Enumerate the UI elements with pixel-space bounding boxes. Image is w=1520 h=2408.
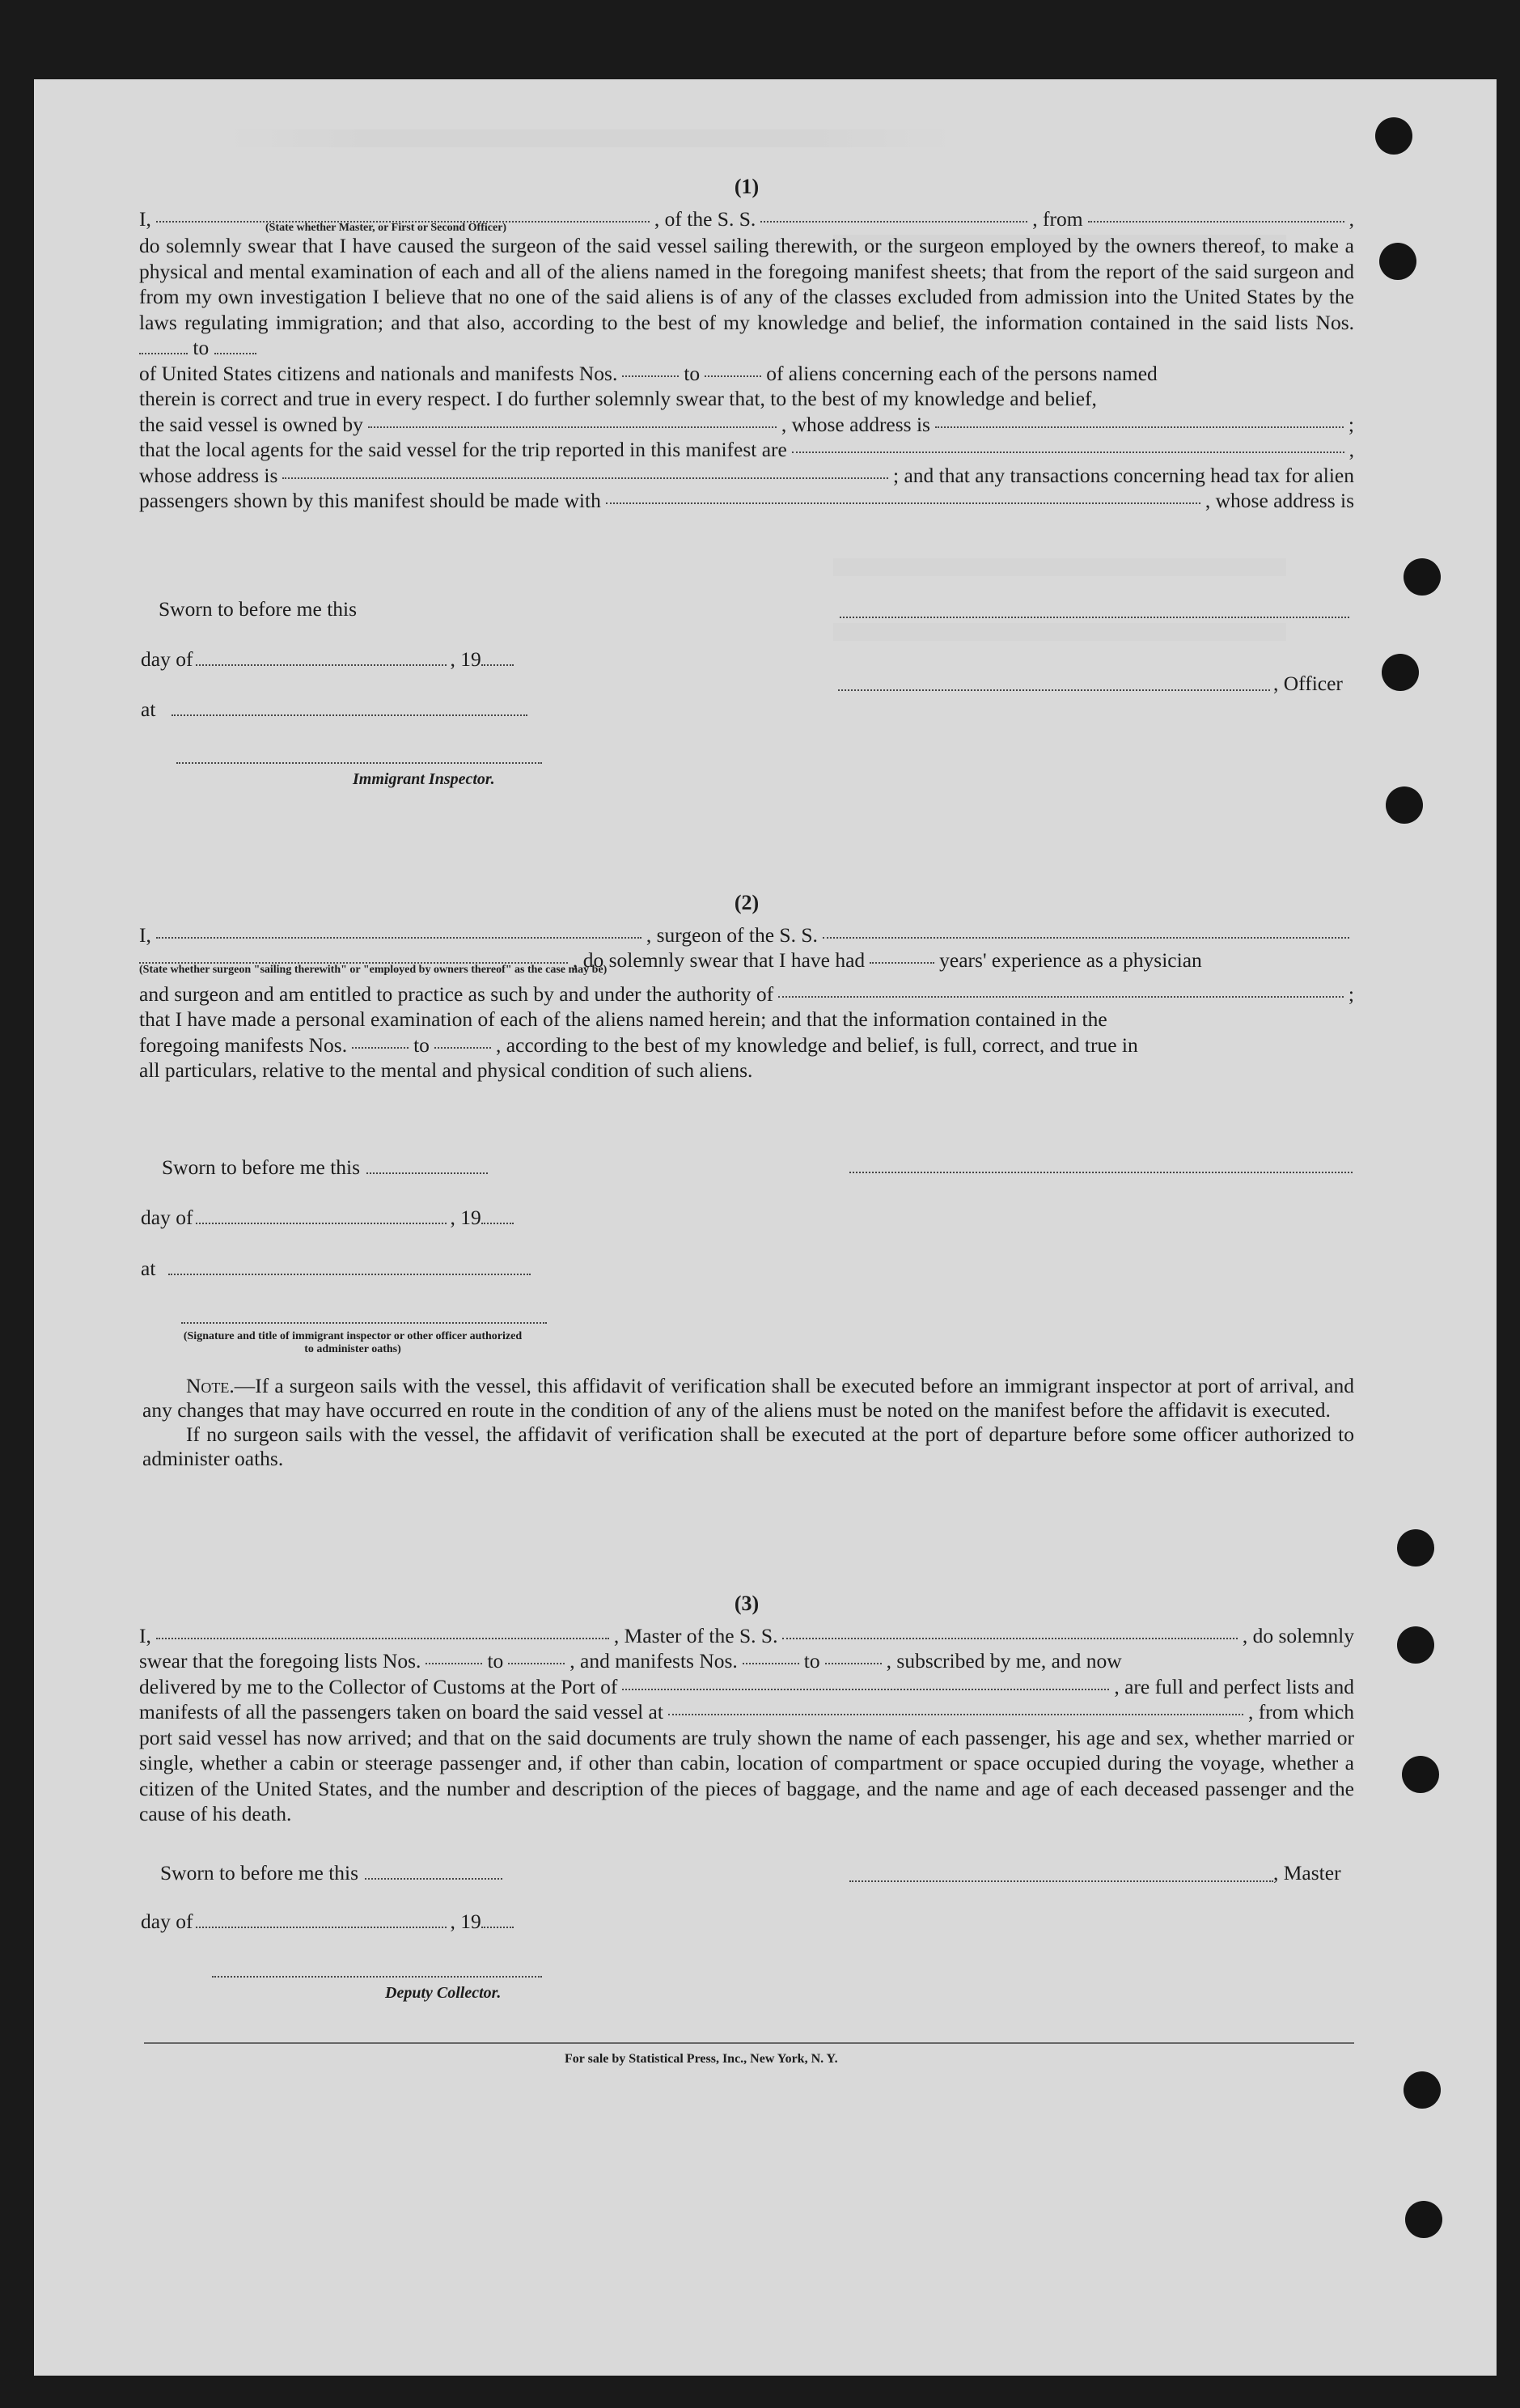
- line: [139, 463, 1354, 489]
- vessel-name-field[interactable]: [823, 936, 1349, 939]
- text: , whose address is: [1205, 489, 1354, 512]
- vessel-name-field[interactable]: [760, 220, 1027, 223]
- note-paragraph-1: [142, 1374, 1354, 1422]
- day-field[interactable]: [196, 1927, 447, 1928]
- years-field[interactable]: [870, 961, 934, 964]
- line: [139, 1032, 1354, 1058]
- line: [139, 1058, 1354, 1083]
- day-field[interactable]: [196, 1223, 447, 1224]
- sworn-row: Sworn to before me this: [162, 1155, 488, 1180]
- text: delivered by me to the Collector of Customs at the Port of: [139, 1674, 618, 1698]
- surgeon-signature-line[interactable]: [849, 1172, 1353, 1173]
- text: , from: [1032, 206, 1083, 231]
- head-tax-field[interactable]: [606, 502, 1200, 504]
- day-row: day of , 19: [141, 1910, 514, 1934]
- master-name-field[interactable]: [156, 1637, 609, 1639]
- text: do solemnly swear that I have caused the surgeon of the said vessel sailing therewith, or the surgeon employed by the owners thereof, to make a physical and mental examination of each and all of the aliens named in the foregoing manifest sheets; that from the report of the said surgeon and from my own investigation I believe that no one of the said aliens is of any of the classes excluded from admission into the United States by the laws regulating immigration; and that also, according to the best of my knowledge and belief, the information contained in the said lists Nos.: [139, 234, 1354, 334]
- manifest-from-field[interactable]: [352, 1046, 409, 1049]
- owner-field[interactable]: [368, 426, 777, 428]
- text: , whose address is: [781, 412, 930, 436]
- officer-label: , Officer: [1273, 672, 1343, 695]
- section-number: (1): [734, 175, 760, 198]
- punch-hole: [1386, 786, 1423, 824]
- text: that I have made a personal examination of each of the aliens named herein; and that the information contained in the: [139, 1007, 1107, 1031]
- surgeon-name-field[interactable]: [156, 936, 641, 939]
- master-label: , Master: [1273, 1861, 1341, 1884]
- text: I,: [139, 206, 151, 231]
- port-field[interactable]: [622, 1688, 1109, 1690]
- surgeon-status-field[interactable]: [139, 961, 568, 964]
- field-note: (State whether surgeon "sailing therewith" or "employed by owners thereof" as the case may be): [139, 963, 608, 976]
- inspector-label: Immigrant Inspector.: [353, 770, 495, 788]
- at-field[interactable]: [171, 714, 527, 716]
- text: , and manifests Nos.: [569, 1649, 738, 1672]
- text: of aliens concerning each of the persons named: [766, 361, 1158, 385]
- sworn-field[interactable]: [366, 1172, 488, 1174]
- inspector-signature-line[interactable]: [176, 762, 542, 764]
- oath-paragraph: [139, 233, 1354, 361]
- text: , of the S. S.: [654, 206, 756, 231]
- punch-hole: [1375, 117, 1412, 155]
- section-number: (2): [734, 891, 760, 914]
- line: [139, 437, 1354, 463]
- line: [139, 488, 1354, 514]
- manifest-from-field[interactable]: [622, 375, 679, 377]
- inspector-signature-line[interactable]: [181, 1322, 547, 1324]
- note-block: [142, 1374, 1354, 1471]
- text: to: [193, 336, 210, 359]
- section-1: [139, 174, 1354, 514]
- at-row: at: [141, 697, 527, 722]
- punch-hole: [1382, 654, 1419, 691]
- text: I,: [139, 922, 151, 947]
- master-signature-line[interactable]: [849, 1880, 1273, 1882]
- embark-port-field[interactable]: [668, 1713, 1243, 1715]
- text: swear that the foregoing lists Nos.: [139, 1649, 421, 1672]
- day-row: day of , 19: [141, 647, 514, 672]
- owner-address-field[interactable]: [935, 426, 1344, 428]
- text: , Master of the S. S.: [613, 1623, 778, 1647]
- text: manifests of all the passengers taken on board the said vessel at: [139, 1700, 663, 1723]
- text: of United States citizens and nationals and manifests Nos.: [139, 361, 618, 385]
- list-to-field[interactable]: [508, 1662, 565, 1664]
- footer-imprint: For sale by Statistical Press, Inc., New York, N. Y.: [565, 2052, 838, 2066]
- section-2: [139, 890, 1354, 1083]
- text: to: [803, 1649, 820, 1672]
- text: , are full and perfect lists and: [1114, 1674, 1354, 1698]
- text: , subscribed by me, and now: [886, 1649, 1122, 1672]
- year-field[interactable]: [481, 664, 514, 666]
- text: to: [487, 1649, 504, 1672]
- oath-paragraph: port said vessel has now arrived; and that on the said documents are truly shown the name of each passenger, his age and sex, whether married or single, whether a cabin or steerage passenger and, if other than cabin, location of compartment or space occupied during the voyage, whether a citizen of the United States, and the number and description of the pieces of baggage, and the name and age of each deceased passenger and the cause of his death.: [139, 1725, 1354, 1825]
- manifest-to-field[interactable]: [705, 375, 761, 377]
- punch-hole: [1397, 1626, 1434, 1664]
- punch-hole: [1379, 243, 1416, 280]
- text: the said vessel is owned by: [139, 412, 363, 436]
- text: , do solemnly: [1242, 1623, 1354, 1647]
- agents-field[interactable]: [792, 451, 1344, 453]
- year-field[interactable]: [481, 1223, 514, 1224]
- text: years' experience as a physician: [939, 948, 1202, 972]
- manifest-to-field[interactable]: [825, 1662, 882, 1664]
- sworn-row: Sworn to before me this: [160, 1861, 502, 1885]
- field-note: (State whether Master, or First or Second Officer): [265, 222, 507, 234]
- manifest-to-field[interactable]: [434, 1046, 491, 1049]
- line: [139, 922, 1354, 948]
- text: therein is correct and true in every respect. I do further solemnly swear that, to the best of my knowledge and belief,: [139, 387, 1097, 410]
- sworn-field[interactable]: [365, 1878, 502, 1880]
- line: [139, 1648, 1354, 1674]
- punch-hole: [1404, 2071, 1441, 2109]
- text: ; and that any transactions concerning head tax for alien: [893, 463, 1354, 487]
- officer-signature-line[interactable]: [840, 617, 1349, 618]
- from-port-field[interactable]: [1088, 220, 1344, 223]
- line: [139, 1623, 1354, 1649]
- vessel-name-field[interactable]: [782, 1637, 1237, 1639]
- text: whose address is: [139, 463, 278, 487]
- list-from-field[interactable]: [139, 353, 188, 354]
- text: to: [684, 361, 701, 385]
- authority-field[interactable]: [778, 995, 1344, 998]
- text: , according to the best of my knowledge and belief, is full, correct, and true in: [495, 1032, 1138, 1057]
- sworn-label: Sworn to before me this: [159, 597, 358, 621]
- year-field[interactable]: [481, 1927, 514, 1928]
- footer-rule: [144, 2042, 1354, 2044]
- day-row: day of , 19: [141, 1206, 514, 1230]
- note-label: Note.: [186, 1374, 235, 1397]
- text: to: [413, 1032, 430, 1057]
- punch-hole: [1405, 2201, 1442, 2238]
- text: I,: [139, 1623, 151, 1647]
- text: all particulars, relative to the mental and physical condition of such aliens.: [139, 1058, 753, 1082]
- text: ;: [1348, 981, 1354, 1006]
- at-row: at: [141, 1257, 531, 1281]
- text: ;: [1348, 412, 1354, 436]
- punch-hole: [1404, 558, 1441, 596]
- section-number: (3): [734, 1592, 760, 1615]
- line: [139, 1674, 1354, 1700]
- section-3: [139, 1591, 1354, 1827]
- master-name-field[interactable]: [156, 220, 650, 223]
- line: [139, 1007, 1354, 1032]
- officer-name-line[interactable]: [838, 689, 1270, 691]
- text: , from which: [1247, 1700, 1354, 1723]
- line: [139, 386, 1354, 412]
- bleed-through: [833, 558, 1286, 576]
- text: ,: [1349, 438, 1354, 461]
- day-field[interactable]: [196, 664, 447, 666]
- text: ,: [1349, 206, 1354, 231]
- text: , do solemnly swear that I have had: [573, 948, 866, 972]
- text: that the local agents for the said vessel for the trip reported in this manifest are: [139, 438, 787, 461]
- field-note: (Signature and title of immigrant inspector or other officer authorized to administer oaths): [183, 1330, 523, 1355]
- at-field[interactable]: [168, 1274, 531, 1275]
- list-to-field[interactable]: [214, 353, 256, 354]
- punch-hole: [1402, 1756, 1439, 1793]
- note-paragraph-2: [142, 1422, 1354, 1471]
- list-from-field[interactable]: [426, 1662, 482, 1664]
- text: —If a surgeon sails with the vessel, this affidavit of verification shall be executed before an immigrant inspector at port of arrival, and any changes that may have occurred en route in the condition of any of the aliens must be noted on the manifest before the affidavit is executed.: [142, 1374, 1354, 1422]
- punch-hole: [1397, 1529, 1434, 1566]
- text: foregoing manifests Nos.: [139, 1032, 348, 1057]
- collector-signature-line[interactable]: [212, 1976, 542, 1978]
- text: passengers shown by this manifest should be made with: [139, 489, 601, 512]
- text: and surgeon and am entitled to practice as such by and under the authority of: [139, 981, 774, 1006]
- line: [139, 1699, 1354, 1725]
- text: If no surgeon sails with the vessel, the affidavit of verification shall be executed at the port of departure before some officer authorized to administer oaths.: [142, 1422, 1354, 1470]
- text: , surgeon of the S. S.: [646, 922, 818, 947]
- agents-address-field[interactable]: [282, 477, 888, 479]
- deputy-label: Deputy Collector.: [385, 1984, 502, 2002]
- bleed-through: [227, 129, 955, 147]
- bleed-through: [833, 623, 1286, 641]
- manifest-from-field[interactable]: [743, 1662, 799, 1664]
- line: [139, 981, 1354, 1007]
- line: [139, 412, 1354, 438]
- line: [139, 361, 1354, 387]
